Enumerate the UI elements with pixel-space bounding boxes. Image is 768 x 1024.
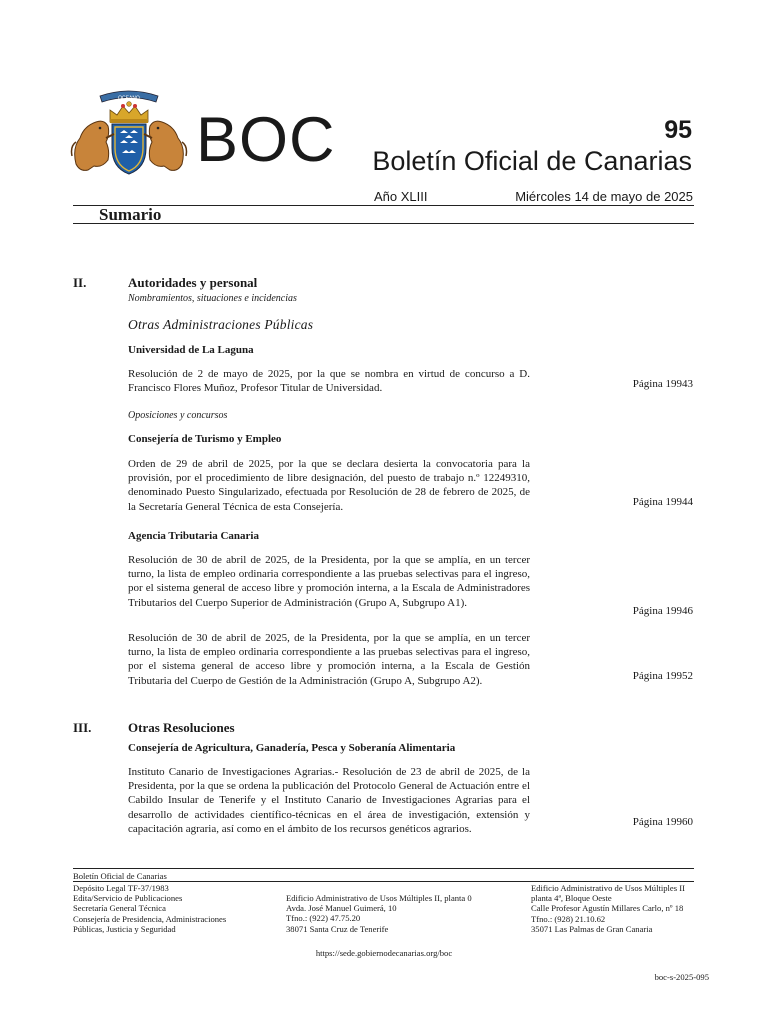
- footer-line: planta 4ª, Bloque Oeste: [531, 893, 612, 904]
- footer-line: Tfno.: (922) 47.75.20: [286, 913, 361, 924]
- footer-line: Consejería de Presidencia, Administraciones: [73, 913, 227, 924]
- page-reference[interactable]: Página 19952: [632, 670, 693, 682]
- page-reference[interactable]: Página 19944: [632, 496, 693, 508]
- organization-heading: Consejería de Turismo y Empleo: [128, 433, 282, 445]
- organization-heading: Agencia Tributaria Canaria: [128, 530, 259, 542]
- section-title: Autoridades y personal: [128, 275, 258, 290]
- page-reference[interactable]: Página 19960: [632, 816, 693, 828]
- svg-text:OCEANO: OCEANO: [118, 95, 140, 102]
- page-reference[interactable]: Página 19943: [632, 378, 693, 390]
- footer-line: Tfno.: (928) 21.10.62: [531, 913, 606, 924]
- footer-line: Edificio Administrativo de Usos Múltiples II: [531, 883, 685, 893]
- page-reference[interactable]: Página 19946: [632, 605, 693, 617]
- year-label: Año XLIII: [374, 189, 428, 204]
- footer-url-link[interactable]: https://sede.gobiernodecanarias.org/boc: [315, 948, 453, 958]
- footer-line: Avda. José Manuel Guimerá, 10: [286, 903, 397, 914]
- footer-rule: [73, 868, 694, 869]
- footer-column-publisher: [73, 883, 226, 934]
- footer-line: Edita/Servicio de Publicaciones: [73, 893, 183, 904]
- summary-entry: Orden de 29 de abril de 2025, por la que se declara desierta la convocatoria para la provisión, por el procedimiento de libre designación, del puesto de trabajo n.º 12249310, denominado Puesto Singularizado, efectuada por Resolución de 28 de febrero de 2025, de la Secretaría General Técnica de esta Consejería.: [128, 458, 530, 513]
- header-rule-bottom: [73, 223, 694, 224]
- section-subtitle: Oposiciones y concursos: [128, 410, 228, 421]
- footer-line: Depósito Legal TF-37/1983: [73, 883, 169, 893]
- summary-entry: Resolución de 2 de mayo de 2025, por la que se nombra en virtud de concurso a D. Francisco Flores Muñoz, Profesor Titular de Universidad.: [128, 368, 530, 395]
- summary-entry: Resolución de 30 de abril de 2025, de la Presidenta, por la que se amplía, en un tercer turno, la lista de empleo ordinaria correspondiente a las pruebas selectivas para el ingreso, por el sistema general de acceso libre y promoción interna, a la Escala de Administradores Tributarios del Cuerpo Superior de Administración (Grupo A, Subgrupo A1).: [128, 554, 530, 609]
- boc-logo-text: BOC: [196, 105, 336, 175]
- organization-heading: Consejería de Agricultura, Ganadería, Pesca y Soberanía Alimentaria: [128, 742, 456, 754]
- document-id: boc-s-2025-095: [654, 972, 709, 982]
- footer-line: 35071 Las Palmas de Gran Canaria: [531, 923, 653, 934]
- footer-title: Boletín Oficial de Canarias: [73, 871, 167, 881]
- issue-number: 95: [664, 116, 692, 144]
- footer-column-las-palmas: [531, 883, 685, 934]
- footer-line: Edificio Administrativo de Usos Múltiples II, planta 0: [286, 893, 472, 903]
- administration-heading: Otras Administraciones Públicas: [128, 317, 314, 332]
- section-subtitle: Nombramientos, situaciones e incidencias: [128, 293, 297, 304]
- header-rule-top: [73, 205, 694, 206]
- coat-of-arms-logo: [70, 86, 188, 178]
- summary-entry: Resolución de 30 de abril de 2025, de la Presidenta, por la que se amplía, en un tercer turno, la lista de empleo ordinaria correspondiente a las pruebas selectivas para el ingreso, por el sistema general de acceso libre y promoción interna, a la Escala de Gestión Tributaria del Cuerpo de Gestión de la Administración (Grupo A, Subgrupo A2).: [128, 632, 530, 687]
- organization-heading: Universidad de La Laguna: [128, 344, 254, 356]
- footer-column-tenerife: [286, 893, 472, 934]
- issue-date: Miércoles 14 de mayo de 2025: [515, 189, 693, 204]
- section-title: Otras Resoluciones: [128, 720, 235, 735]
- footer-rule-2: [73, 881, 694, 882]
- section-number: II.: [73, 275, 87, 290]
- publication-title: Boletín Oficial de Canarias: [372, 146, 692, 176]
- section-number: III.: [73, 720, 92, 735]
- coat-of-arms-icon: [70, 86, 188, 178]
- footer-line: Públicas, Justicia y Seguridad: [73, 923, 176, 934]
- footer-line: Calle Profesor Agustín Millares Carlo, nº 18: [531, 903, 684, 914]
- footer-line: Secretaría General Técnica: [73, 903, 166, 914]
- sumario-heading: Sumario: [99, 205, 162, 224]
- summary-entry: Instituto Canario de Investigaciones Agrarias.- Resolución de 23 de abril de 2025, de la Presidenta, por la que se ordena la publicación del Protocolo General de Actuación entre el Cabildo Insular de Tenerife y el Instituto Canario de Investigaciones Agrarias para el desarrollo de actividades científico-técnicas en el área de investigación, extensión y capacitación agraria, así como en el ámbito de los recursos genéticos agrarios.: [128, 766, 530, 835]
- footer-line: 38071 Santa Cruz de Tenerife: [286, 923, 389, 934]
